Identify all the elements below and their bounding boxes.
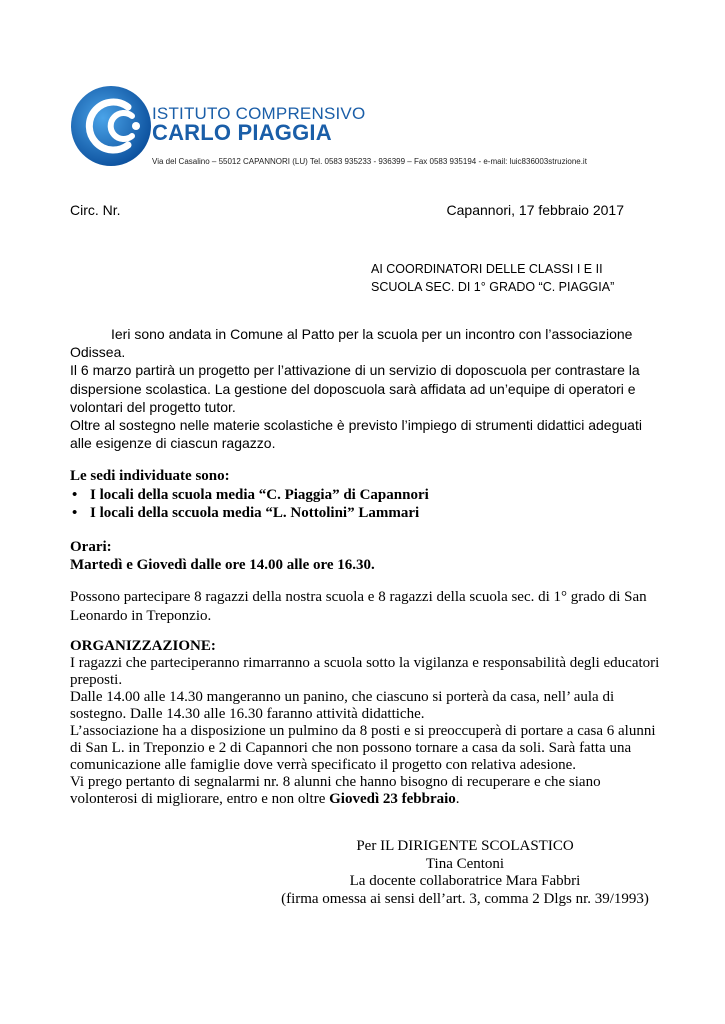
institute-type: ISTITUTO COMPRENSIVO xyxy=(152,104,366,123)
request-end: . xyxy=(455,791,460,807)
recipient-line: SCUOLA SEC. DI 1° GRADO “C. PIAGGIA” xyxy=(371,280,615,294)
locations-section xyxy=(70,467,660,523)
organization-paragraph: I ragazzi che parteciperanno rimarranno a scuola sotto la vigilanza e responsabilità degli educatori preposti. xyxy=(70,655,660,688)
signature-line: (firma omessa ai sensi dell’art. 3, comma 2 Dlgs nr. 39/1993) xyxy=(281,890,649,907)
intro-text xyxy=(70,325,660,452)
intro-paragraph: Il 6 marzo partirà un progetto per l’attivazione di un servizio di doposcuola per contrastare la dispersione scolastica. La gestione del doposcuola sarà affidata ad un’equipe di operatori e volontari del progetto tutor. xyxy=(70,362,640,415)
letter-date: Capannori, 17 febbraio 2017 xyxy=(446,202,624,218)
signature-block xyxy=(280,838,650,908)
organization-section xyxy=(70,638,660,808)
organization-paragraph: L’associazione ha a disposizione un pulmino da 8 posti e si preoccuperà di portare a casa 6 alunni di San L. in Treponzio e 2 di Capannori che non possono tornare a casa da soli. Sarà fatta una comunicazione alle famiglie dove verrà specificato il progetto con relativa adesione. xyxy=(70,723,656,773)
organization-paragraph: Dalle 14.00 alle 14.30 mangeranno un panino, che ciascuno si porterà da casa, nell’ aula di sostegno. Dalle 14.30 alle 16.30 faranno attività didattiche. xyxy=(70,689,615,722)
request-text: Vi prego pertanto di segnalarmi nr. 8 alunni che hanno bisogno di recuperare e che siano volonterosi di migliorare, entro e non oltre xyxy=(70,774,601,807)
intro-paragraph: Ieri sono andata in Comune al Patto per la scuola per un incontro con l’associazione Odissea. xyxy=(70,326,633,361)
participants-paragraph: Possono partecipare 8 ragazzi della nostra scuola e 8 ragazzi della scuola sec. di 1° grado di San Leonardo in Treponzio. xyxy=(70,589,647,624)
recipients xyxy=(371,260,614,296)
recipient-line: AI COORDINATORI DELLE CLASSI I E II xyxy=(371,262,603,276)
signature-line: Per IL DIRIGENTE SCOLASTICO xyxy=(356,838,574,854)
list-item: • I locali della scuola media “C. Piaggia” di Capannori xyxy=(70,486,660,505)
schedule-title: Orari: xyxy=(70,539,112,555)
locations-title: Le sedi individuate sono: xyxy=(70,468,230,484)
organization-paragraph xyxy=(70,774,660,808)
circular-number: Circ. Nr. xyxy=(70,202,121,218)
schedule-section xyxy=(70,538,375,574)
intro-paragraph: Oltre al sostegno nelle materie scolastiche è previsto l’impiego di strumenti didattici adeguati alle esigenze di ciascun ragazzo. xyxy=(70,417,642,452)
schedule-text: Martedì e Giovedì dalle ore 14.00 alle ore 16.30. xyxy=(70,557,375,573)
locations-list xyxy=(70,486,660,523)
list-item: • I locali della sccuola media “L. Nottolini” Lammari xyxy=(70,504,660,523)
institute-name: CARLO PIAGGIA xyxy=(152,120,332,145)
school-logo-icon xyxy=(70,85,152,167)
signature-line: Tina Centoni xyxy=(425,855,505,872)
institute-contacts: Via del Casalino – 55012 CAPANNORI (LU) Tel. 0583 935233 - 936399 – Fax 0583 935194 - e-mail: luic836003struzione.it xyxy=(152,157,587,166)
organization-title: ORGANIZZAZIONE: xyxy=(70,638,216,654)
deadline-date: Giovedì 23 febbraio xyxy=(329,791,456,807)
signature-line: La docente collaboratrice Mara Fabbri xyxy=(349,873,581,889)
